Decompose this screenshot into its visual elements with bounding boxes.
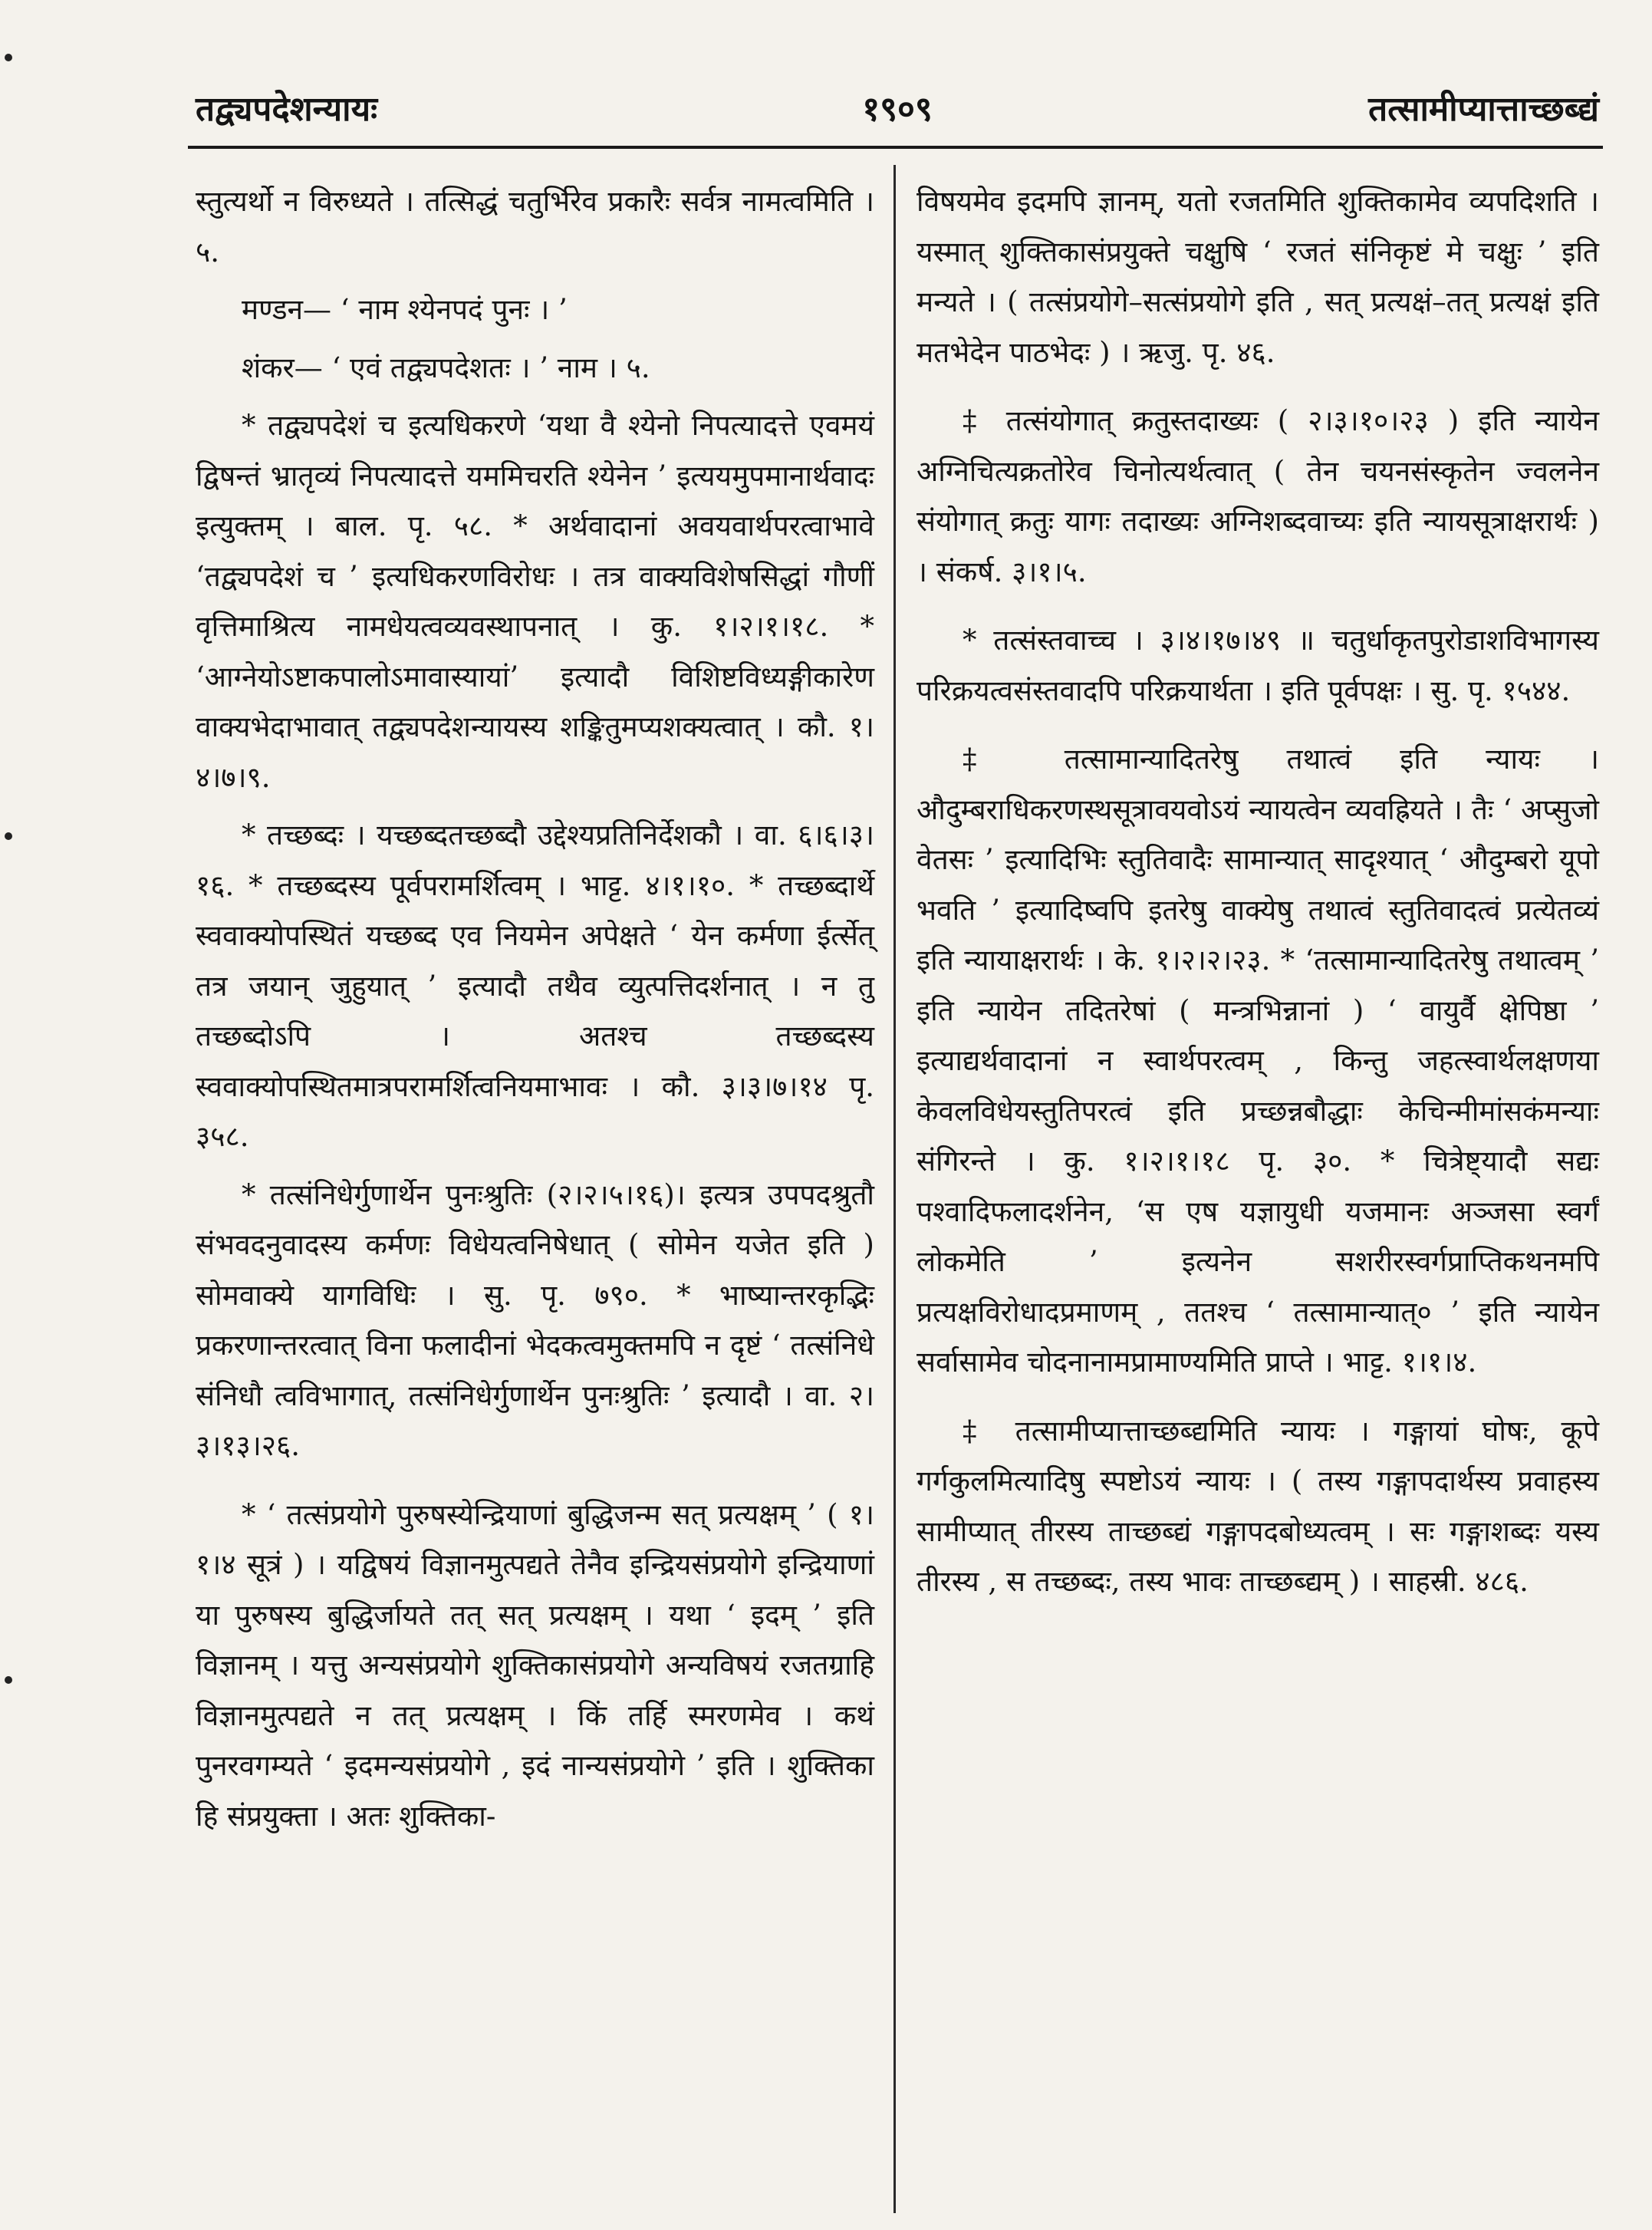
verse-line: शंकर— ‘ एवं तद्व्यपदेशतः । ’ नाम । ५.: [242, 351, 650, 384]
page-number: १९०९: [862, 90, 933, 129]
paragraph: * तद्व्यपदेशं च इत्यधिकरणे ‘यथा वै श्येनो निपत्यादत्ते एवमयं द्विषन्तं भ्रातृव्यं निपत्यादत्ते यममिचरति श्येनेन ’ इत्ययमुपमानार्थवादः इत्युक्तम् । बाल. पृ. ५८. * अर्थवादानां अवयवार्थपरत्वाभावे ‘तद्व्यपदेशं च ’ इत्यधिकरणविरोधः । तत्र वाक्यविशेषसिद्धां गौणीं वृत्तिमाश्रित्य नामधेयत्वव्यवस्थापनात् । कु. १।२।१।१८. * ‘आग्नेयोऽष्टाकपालोऽमावास्यायां’ इत्यादौ विशिष्टविध्यङ्गीकारेण वाक्यभेदाभावात् तद्व्यपदेशन्यायस्य शङ्कितुमप्यशक्यत्वात् । कौ. १।४।७।९.: [196, 409, 874, 794]
running-head-left: तद्व्यपदेशन्यायः: [196, 90, 377, 129]
header-rule: [188, 146, 1603, 149]
paragraph: ‡ तत्सामीप्यात्ताच्छब्द्यमिति न्यायः । गङ्गायां घोषः, कूपे गर्गकुलमित्यादिषु स्पष्टोऽयं न्यायः । ( तस्य गङ्गापदार्थस्य प्रवाहस्य सामीप्यात् तीरस्य ताच्छब्द्यं गङ्गापदबोध्यत्वम् । सः गङ्गाशब्दः यस्य तीरस्य , स तच्छब्दः, तस्य भावः ताच्छब्द्यम् ) । साहस्री. ४८६.: [916, 1414, 1599, 1598]
paragraph: ‡ तत्सामान्यादितरेषु तथात्वं इति न्यायः । औदुम्बराधिकरणस्थसूत्रावयवोऽयं न्यायत्वेन व्यवह्रियते । तैः ‘ अप्सुजो वेतसः ’ इत्यादिभिः स्तुतिवादैः सामान्यात् सादृश्यात् ‘ औदुम्बरो यूपो भवति ’ इत्यादिष्वपि इतरेषु वाक्येषु तथात्वं स्तुतिवादत्वं प्रत्येतव्यं इति न्यायाक्षरार्थः । के. १।२।२।२३. * ‘तत्सामान्यादितरेषु तथात्वम् ’ इति न्यायेन तदितरेषां ( मन्त्रभिन्नानां ) ‘ वायुर्वै क्षेपिष्ठा ’ इत्याद्यर्थवादानां न स्वार्थपरत्वम् , किन्तु जहत्स्वार्थलक्षणया केवलविधेयस्तुतिपरत्वं इति प्रच्छन्नबौद्धाः केचिन्मीमांसकंमन्याः संगिरन्ते । कु. १।२।१।१८ पृ. ३०. * चित्रेष्ट्यादौ सद्यः पश्वादिफलादर्शनेन, ‘स एष यज्ञायुधी यजमानः अञ्जसा स्वर्गं लोकमेति ’ इत्यनेन सशरीरस्वर्गप्राप्तिकथनमपि प्रत्यक्षविरोधादप्रमाणम् , ततश्च ‘ तत्सामान्यात्० ’ इति न्यायेन सर्वासामेव चोदनानामप्रामाण्यमिति प्राप्ते । भाट्ट. १।१।४.: [916, 743, 1599, 1379]
paragraph: * तच्छब्दः । यच्छब्दतच्छब्दौ उद्देश्यप्रतिनिर्देशकौ । वा. ६।६।३।१६. * तच्छब्दस्य पूर्वपरामर्शित्वम् । भाट्ट. ४।१।१०. * तच्छब्दार्थे स्ववाक्योपस्थितं यच्छब्द एव नियमेन अपेक्षते ‘ येन कर्मणा ईर्त्सेत् तत्र जयान् जुहुयात् ’ इत्यादौ तथैव व्युत्पत्तिदर्शनात् । न तु तच्छब्दोऽपि । अतश्च तच्छब्दस्य स्ववाक्योपस्थितमात्रपरामर्शित्वनियमाभावः । कौ. ३।३।७।१४ पृ. ३५८.: [196, 819, 874, 1153]
margin-mark: [5, 54, 12, 61]
column-divider: [893, 165, 896, 2213]
left-column: [196, 176, 874, 1849]
paragraph: * तत्संनिधेर्गुणार्थेन पुनःश्रुतिः (२।२।५।१६)। इत्यत्र उपपदश्रुतौ संभवदनुवादस्य कर्मणः विधेयत्वनिषेधात् ( सोमेन यजेत इति ) सोमवाक्ये यागविधिः । सु. पृ. ७९०. * भाष्यान्तरकृद्भिः प्रकरणान्तरत्वात् विना फलादीनां भेदकत्वमुक्तमपि न दृष्टं ‘ तत्संनिधे संनिधौ त्वविभागात्, तत्संनिधेर्गुणार्थेन पुनःश्रुतिः ’ इत्यादौ । वा. २।३।१३।२६.: [196, 1178, 874, 1462]
margin-mark: [5, 1676, 12, 1684]
verse-line: मण्डन— ‘ नाम श्येनपदं पुनः । ’: [242, 293, 568, 326]
paragraph: स्तुत्यर्थो न विरुध्यते । तत्सिद्धं चतुर्भिरेव प्रकारैः सर्वत्र नामत्वमिति । ५.: [196, 185, 874, 268]
paragraph: * ‘ तत्संप्रयोगे पुरुषस्येन्द्रियाणां बुद्धिजन्म सत् प्रत्यक्षम् ’ ( १।१।४ सूत्रं ) । यद्विषयं विज्ञानमुत्पद्यते तेनैव इन्द्रियसंप्रयोगे इन्द्रियाणां या पुरुषस्य बुद्धिर्जायते तत् सत् प्रत्यक्षम् । यथा ‘ इदम् ’ इति विज्ञानम् । यत्तु अन्यसंप्रयोगे शुक्तिकासंप्रयोगे अन्यविषयं रजतग्राहि विज्ञानमुत्पद्यते न तत् प्रत्यक्षम् । किं तर्हि स्मरणमेव । कथं पुनरवगम्यते ‘ इदमन्यसंप्रयोगे , इदं नान्यसंप्रयोगे ’ इति । शुक्तिका हि संप्रयुक्ता । अतः शुक्तिका-: [196, 1497, 874, 1833]
paragraph: विषयमेव इदमपि ज्ञानम्, यतो रजतमिति शुक्तिकामेव व्यपदिशति । यस्मात् शुक्तिकासंप्रयुक्ते चक्षुषि ‘ रजतं संनिकृष्टं मे चक्षुः ’ इति मन्यते । ( तत्संप्रयोगे–सत्संप्रयोगे इति , सत् प्रत्यक्षं–तत् प्रत्यक्षं इति मतभेदेन पाठभेदः ) । ऋजु. पृ. ४६.: [916, 185, 1599, 369]
margin-mark: [5, 832, 12, 840]
right-column: [916, 176, 1599, 1615]
running-head-right: तत्सामीप्यात्ताच्छब्द्यं: [1368, 90, 1599, 129]
paragraph: ‡ तत्संयोगात् क्रतुस्तदाख्यः ( २।३।१०।२३ ) इति न्यायेन अग्निचित्यक्रतोरेव चिनोत्यर्थत्वात् ( तेन चयनसंस्कृतेन ज्वलनेन संयोगात् क्रतुः यागः तदाख्यः अग्निशब्दवाच्यः इति न्यायसूत्राक्षरार्थः ) । संकर्ष. ३।१।५.: [916, 404, 1599, 588]
page-header: [196, 81, 1599, 134]
paragraph: * तत्संस्तवाच्च । ३।४।१७।४९ ॥ चतुर्धाकृतपुरोडाशविभागस्य परिक्रयत्वसंस्तवादपि परिक्रयार्थता । इति पूर्वपक्षः । सु. पृ. १५४४.: [916, 624, 1599, 707]
